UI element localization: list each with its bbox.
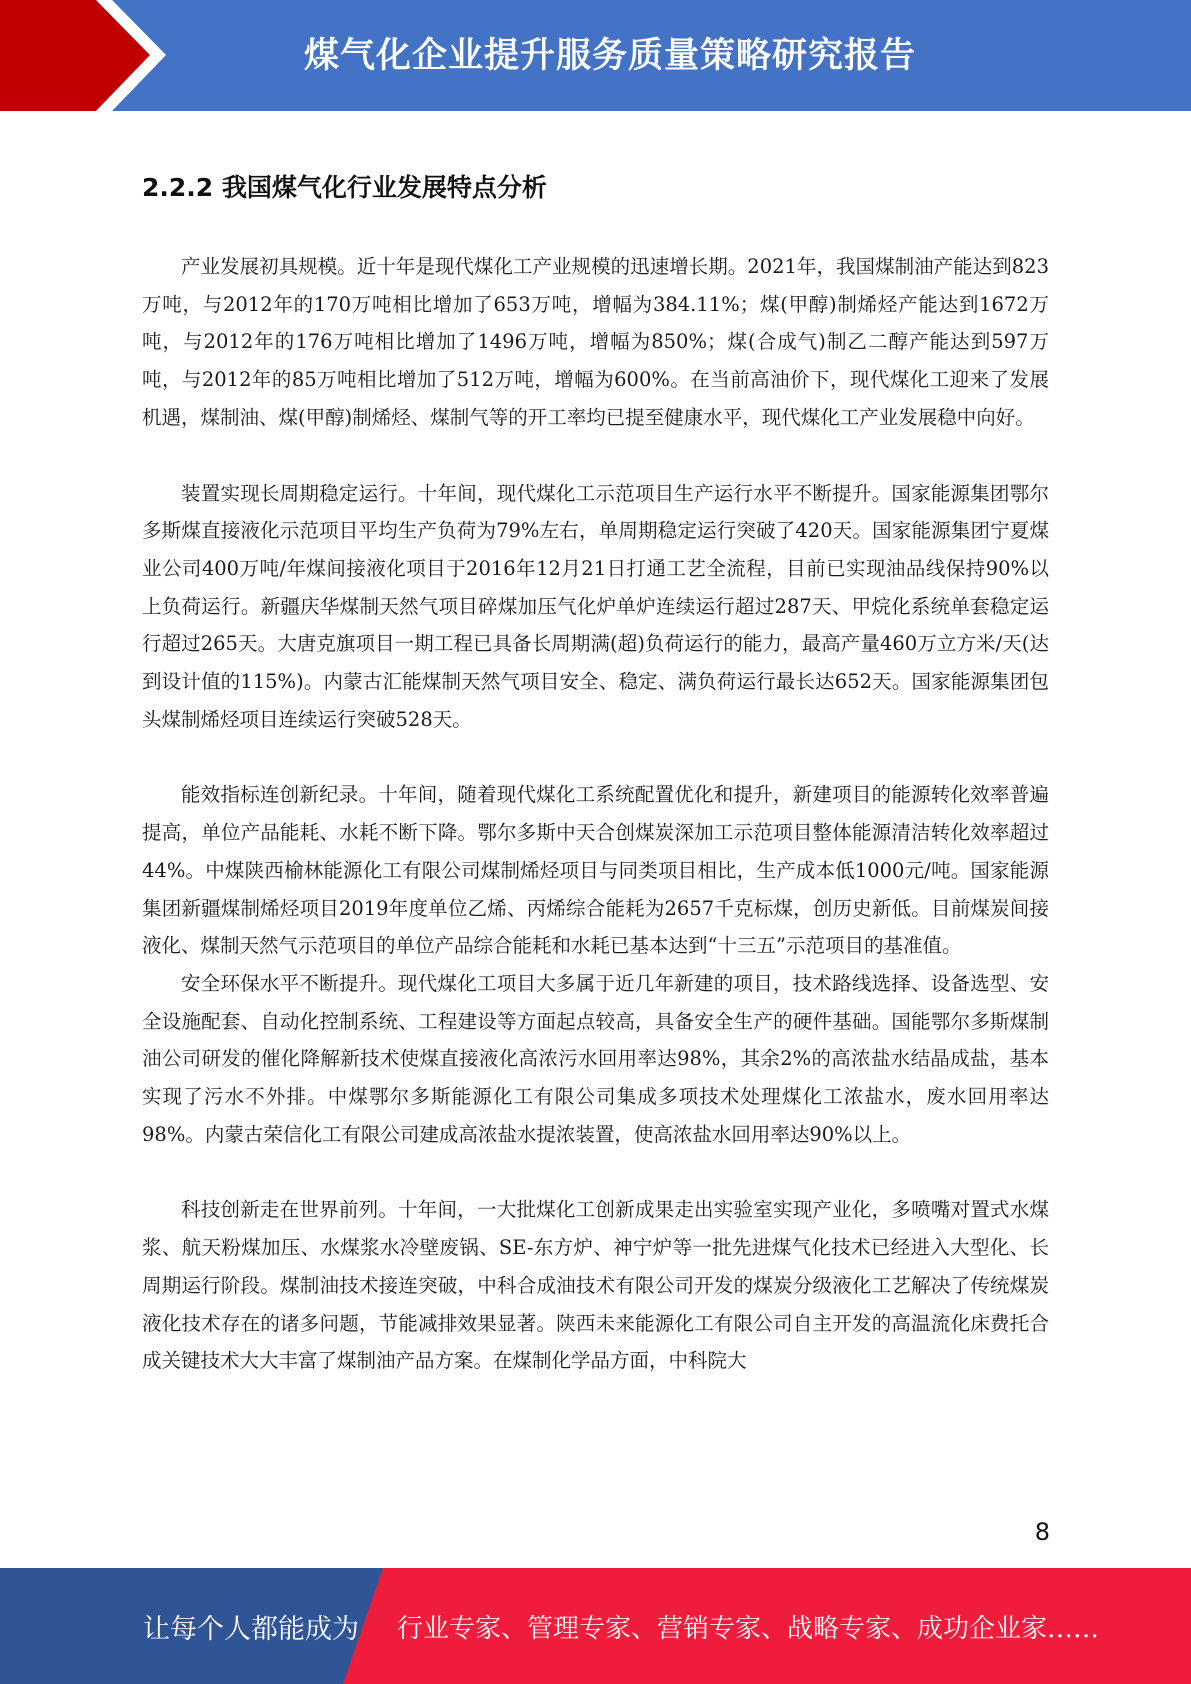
paragraph-tech-innovation: 科技创新走在世界前列。十年间，一大批煤化工创新成果走出实验室实现产业化，多喷嘴对置式水煤浆、航天粉煤加压、水煤浆水冷壁废锅、SE-东方炉、神宁炉等一批先进煤气化技术已经进入大型化、长周期运行阶段。煤制油技术接连突破，中科合成油技术有限公司开发的煤炭分级液化工艺解决了传统煤炭液化技术存在的诸多问题，节能减排效果显著。陕西未来能源化工有限公司自主开发的高温流化床费托合成关键技术大大丰富了煤制油产品方案。在煤制化学品方面，中科院大 xyxy=(142,1198,1049,1373)
body-text xyxy=(142,248,1049,1380)
paragraph-industry-scale: 产业发展初具规模。近十年是现代煤化工产业规模的迅速增长期。2021年，我国煤制油产能达到823万吨，与2012年的170万吨相比增加了653万吨，增幅为384.11%；煤(甲醇)制烯烃产能达到1672万吨，与2012年的176万吨相比增加了1496万吨，增幅为850%；煤(合成气)制乙二醇产能达到597万吨，与2012年的85万吨相比增加了512万吨，增幅为600%。在当前高油价下，现代煤化工迎来了发展机遇，煤制油、煤(甲醇)制烯烃、煤制气等的开工率均已提至健康水平，现代煤化工产业发展稳中向好。 xyxy=(142,255,1049,429)
footer-slogan-left: 让每个人都能成为 xyxy=(143,1613,359,1645)
paragraph-safety-environment: 安全环保水平不断提升。现代煤化工项目大多属于近几年新建的项目，技术路线选择、设备选型、安全设施配套、自动化控制系统、工程建设等方面起点较高，具备安全生产的硬件基础。国能鄂尔多斯煤制油公司研发的催化降解新技术使煤直接液化高浓污水回用率达98%，其余2%的高浓盐水结晶成盐，基本实现了污水不外排。中煤鄂尔多斯能源化工有限公司集成多项技术处理煤化工浓盐水，废水回用率达98%。内蒙古荣信化工有限公司建成高浓盐水提浓装置，使高浓盐水回用率达90%以上。 xyxy=(142,971,1049,1146)
page-number: 8 xyxy=(1034,1518,1050,1546)
section-heading: 2.2.2 我国煤气化行业发展特点分析 xyxy=(142,173,547,202)
page-header xyxy=(0,0,1191,111)
report-title: 煤气化企业提升服务质量策略研究报告 xyxy=(303,36,916,76)
page-footer xyxy=(0,1568,1191,1684)
paragraph-energy-efficiency: 能效指标连创新纪录。十年间，随着现代煤化工系统配置优化和提升，新建项目的能源转化效率普遍提高，单位产品能耗、水耗不断下降。鄂尔多斯中天合创煤炭深加工示范项目整体能源清洁转化效率超过44%。中煤陕西榆林能源化工有限公司煤制烯烃项目与同类项目相比，生产成本低1000元/吨。国家能源集团新疆煤制烯烃项目2019年度单位乙烯、丙烯综合能耗为2657千克标煤，创历史新低。目前煤炭间接液化、煤制天然气示范项目的单位产品综合能耗和水耗已基本达到“十三五”示范项目的基准值。 xyxy=(142,783,1049,958)
paragraph-stable-operation: 装置实现长周期稳定运行。十年间，现代煤化工示范项目生产运行水平不断提升。国家能源集团鄂尔多斯煤直接液化示范项目平均生产负荷为79%左右，单周期稳定运行突破了420天。国家能源集团宁夏煤业公司400万吨/年煤间接液化项目于2016年12月21日打通工艺全流程，目前已实现油品线保持90%以上负荷运行。新疆庆华煤制天然气项目碎煤加压气化炉单炉连续运行超过287天、甲烷化系统单套稳定运行超过265天。大唐克旗项目一期工程已具备长周期满(超)负荷运行的能力，最高产量460万立方米/天(达到设计值的115%)。内蒙古汇能煤制天然气项目安全、稳定、满负荷运行最长达652天。国家能源集团包头煤制烯烃项目连续运行突破528天。 xyxy=(142,481,1049,731)
footer-slogan-right: 行业专家、管理专家、营销专家、战略专家、成功企业家…… xyxy=(397,1613,1100,1644)
